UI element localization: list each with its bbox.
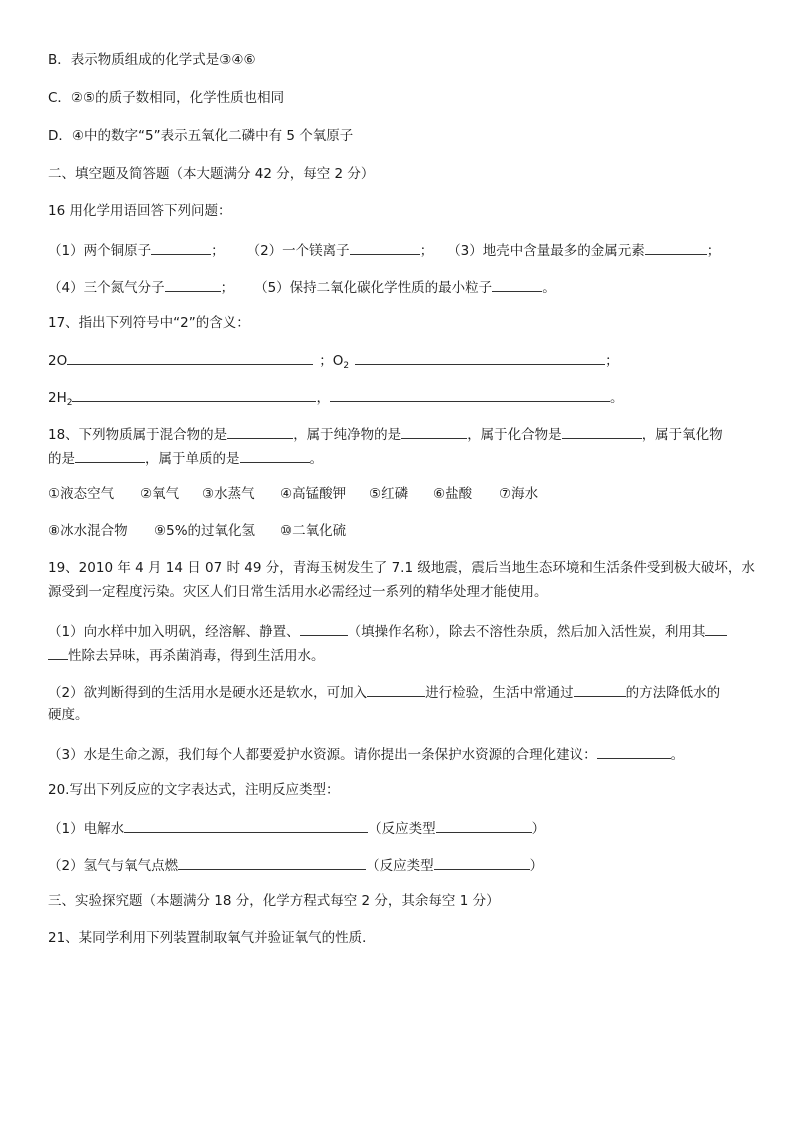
answer-blank[interactable]: [436, 818, 532, 833]
symbol-2o: 2O: [48, 353, 68, 369]
punct: 。: [542, 280, 556, 296]
section-3-heading: 三、实验探究题（本题满分 18 分，化学方程式每空 2 分，其余每空 1 分）: [48, 893, 500, 909]
q18-text: ，属于化合物是: [467, 427, 562, 443]
answer-blank[interactable]: [165, 277, 221, 292]
question-20-part-1: [48, 818, 545, 838]
answer-blank[interactable]: [401, 424, 467, 439]
question-16: 16 用化学用语回答下列问题：: [48, 203, 232, 219]
q16-part1-label: （1）两个铜原子: [48, 243, 152, 259]
option-d: D．④中的数字“5”表示五氧化二磷中有 5 个氧原子: [48, 128, 354, 144]
answer-blank[interactable]: [492, 277, 542, 292]
substance-item: ①液态空气: [48, 486, 115, 502]
q20-text: （1）电解水: [48, 821, 125, 837]
answer-blank[interactable]: [562, 424, 642, 439]
question-20-part-2: [48, 855, 543, 875]
question-21: 21、某同学利用下列装置制取氧气并验证氧气的性质．: [48, 930, 376, 946]
question-19-part-1-cont: [48, 645, 325, 665]
answer-blank[interactable]: [75, 448, 145, 463]
answer-blank[interactable]: [597, 744, 671, 759]
substance-item: ⑧冰水混合物: [48, 523, 128, 539]
q19-text: 性除去异味，再杀菌消毒，得到生活用水。: [68, 648, 325, 664]
q18-text: 。: [309, 451, 323, 467]
question-19-part-2-cont: 硬度。: [48, 707, 89, 723]
answer-blank[interactable]: [434, 855, 530, 870]
option-b: B．表示物质组成的化学式是③④⑥: [48, 52, 256, 68]
punct: 。: [609, 390, 624, 406]
question-17: 17、指出下列符号中“2”的含义：: [48, 315, 250, 331]
substance-list-2: [48, 522, 346, 540]
q16-part4-label: （4）三个氮气分子: [48, 280, 165, 296]
punct: ；: [211, 243, 225, 259]
option-c: C．②⑤的质子数相同，化学性质也相同: [48, 90, 285, 106]
q19-text: （填操作名称），除去不溶性杂质，然后加入活性炭，利用其: [347, 624, 706, 640]
answer-blank[interactable]: [48, 645, 68, 660]
q19-text: 进行检验，生活中常通过: [425, 685, 574, 701]
question-20: 20.写出下列反应的文字表达式，注明反应类型：: [48, 782, 340, 798]
question-19-part-1: [48, 621, 727, 641]
question-19-line-2: 源受到一定程度污染。灾区人们日常生活用水必需经过一系列的精华处理才能使用。: [48, 584, 548, 600]
answer-blank[interactable]: [240, 448, 310, 463]
question-18-line-1: [48, 424, 723, 444]
q20-text: （反应类型: [366, 858, 434, 874]
subscript: 2: [343, 361, 350, 371]
question-19-line-1: 19、2010 年 4 月 14 日 07 时 49 分，青海玉树发生了 7.1 级地震，震后当地生态环境和生活条件受到极大破坏，水: [48, 560, 755, 576]
answer-blank[interactable]: [705, 621, 727, 636]
q20-text: （2）氢气与氧气点燃: [48, 858, 179, 874]
section-2-heading: 二、填空题及简答题（本大题满分 42 分，每空 2 分）: [48, 166, 375, 182]
q18-text: 的是: [48, 451, 75, 467]
q19-text: 的方法降低水的: [625, 685, 721, 701]
punct: ）: [529, 858, 544, 874]
q16-part5-label: （5）保持二氧化碳化学性质的最小粒子: [254, 280, 493, 296]
substance-item: ⑤红磷: [369, 486, 409, 502]
punct: 。: [670, 747, 685, 763]
substance-item: ②氧气: [140, 486, 180, 502]
substance-item: ⑥盐酸: [433, 486, 473, 502]
answer-blank[interactable]: [645, 240, 707, 255]
substance-item: ⑩二氧化硫: [280, 523, 347, 539]
q18-text: 18、下列物质属于混合物的是: [48, 427, 228, 443]
q16-part2-label: （2）一个镁离子: [246, 243, 350, 259]
punct: ）: [531, 821, 546, 837]
substance-item: ⑦海水: [499, 486, 539, 502]
q19-text: （1）向水样中加入明矾，经溶解、静置、: [48, 624, 300, 640]
question-16-row-2: [48, 277, 556, 297]
answer-blank[interactable]: [72, 387, 316, 402]
q20-text: （反应类型: [368, 821, 436, 837]
punct: ；: [220, 280, 235, 296]
answer-blank[interactable]: [574, 682, 626, 697]
question-19-part-3: [48, 744, 684, 764]
answer-blank[interactable]: [300, 621, 348, 636]
punct: ；: [605, 353, 619, 369]
answer-blank[interactable]: [367, 682, 425, 697]
q18-text: ，属于纯净物的是: [293, 427, 402, 443]
q19-text: （3）水是生命之源，我们每个人都要爱护水资源。请你提出一条保护水资源的合理化建议：: [48, 747, 597, 763]
symbol-2h2: 2H: [48, 390, 67, 406]
question-19-part-2: [48, 682, 720, 702]
substance-item: ④高锰酸钾: [280, 486, 347, 502]
answer-blank[interactable]: [178, 855, 366, 870]
q18-text: ，属于氧化物: [641, 427, 723, 443]
question-16-row-1: [48, 240, 720, 260]
answer-blank[interactable]: [355, 350, 605, 365]
question-17-row-2: [48, 387, 623, 412]
punct: ，: [316, 390, 330, 406]
answer-blank[interactable]: [330, 387, 610, 402]
symbol-o2: ；O: [319, 353, 344, 369]
question-17-row-1: [48, 350, 619, 375]
answer-blank[interactable]: [124, 818, 368, 833]
substance-item: ⑨5%的过氧化氢: [154, 523, 256, 539]
q16-part3-label: （3）地壳中含量最多的金属元素: [447, 243, 645, 259]
substance-list-1: [48, 485, 559, 503]
answer-blank[interactable]: [227, 424, 293, 439]
substance-item: ③水蒸气: [202, 486, 255, 502]
subscript: 2: [66, 398, 73, 408]
q18-text: ，属于单质的是: [145, 451, 240, 467]
answer-blank[interactable]: [67, 350, 313, 365]
answer-blank[interactable]: [350, 240, 420, 255]
answer-blank[interactable]: [151, 240, 211, 255]
punct: ；: [419, 243, 434, 259]
punct: ；: [706, 243, 721, 259]
q19-text: （2）欲判断得到的生活用水是硬水还是软水，可加入: [48, 685, 368, 701]
question-18-line-2: [48, 448, 323, 468]
